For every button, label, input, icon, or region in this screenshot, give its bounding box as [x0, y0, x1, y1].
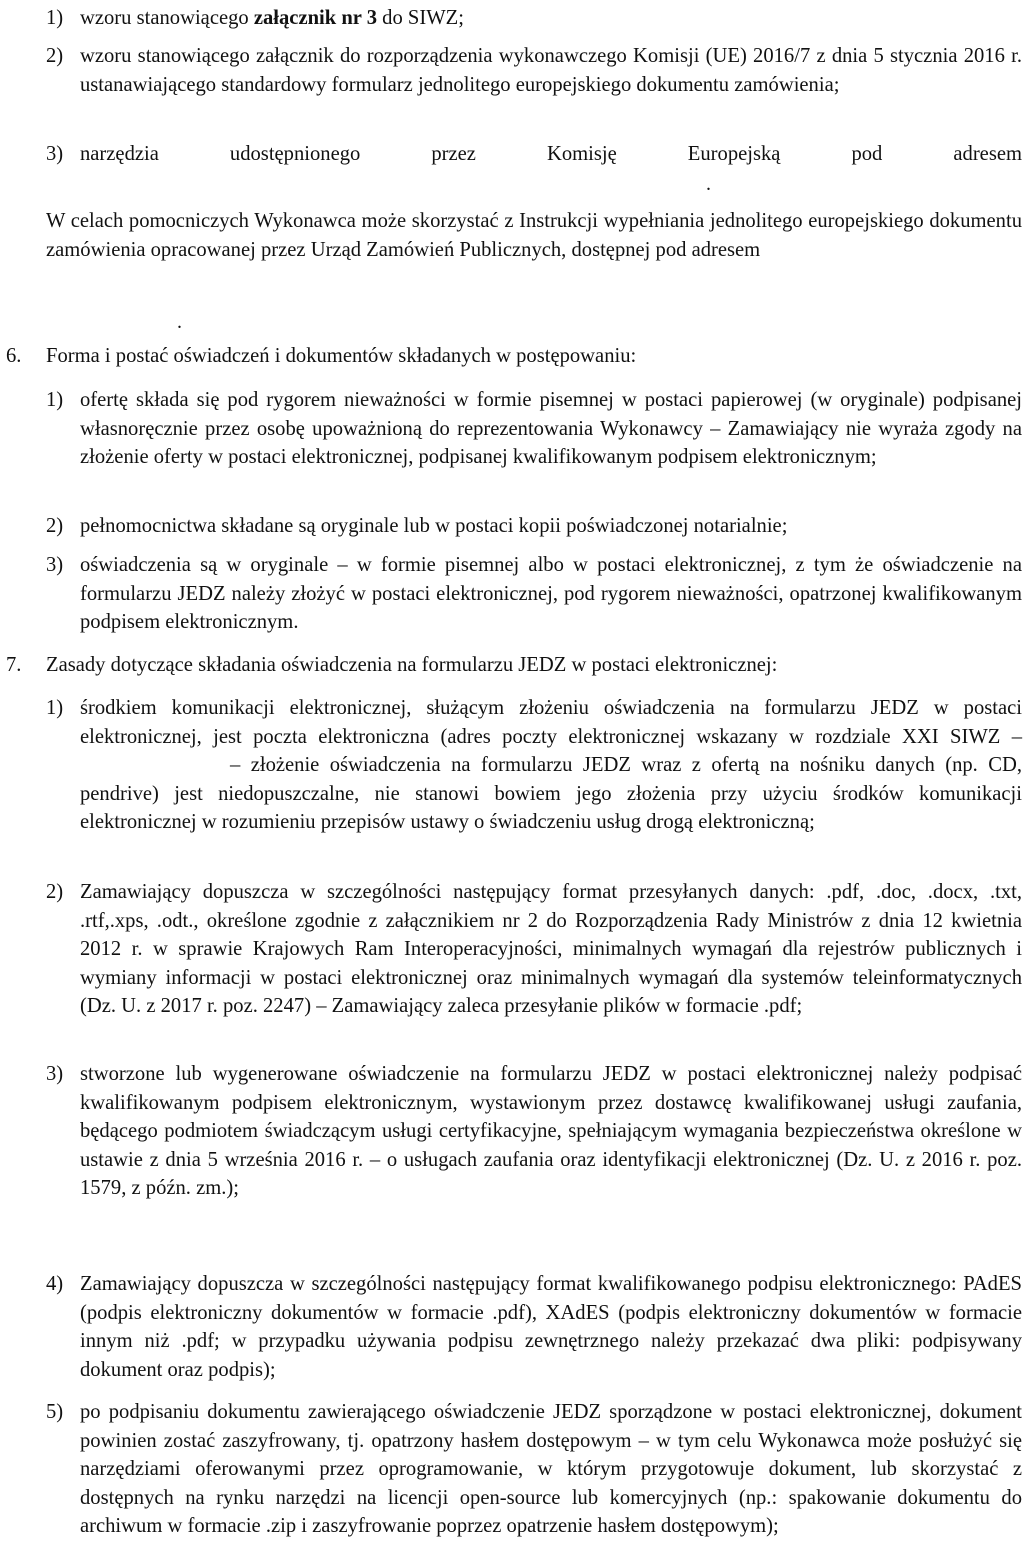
list-item	[0, 1270, 1024, 1384]
list-item	[0, 140, 1024, 169]
bold-reference: załącznik nr 3	[253, 7, 378, 29]
list-item	[0, 386, 1024, 472]
list-item-text: Zamawiający dopuszcza w szczególności następujący format przesyłanych danych: .pdf, .doc, .docx, .txt, .rtf,.xps, .odt., określone zgodnie z załącznikiem nr 2 do Rozporządzenia Rady Ministrów z dnia 12 kwietnia 2012 r. w sprawie Krajowych Ram Interoperacyjności, minimalnych wymagań dla rejestrów publicznych i wymiany informacji w postaci elektronicznej oraz minimalnych wymagań dla systemów teleinformatycznych (Dz. U. z 2017 r. poz. 2247) – Zamawiający zaleca przesyłanie plików w formacie .pdf;	[80, 881, 1022, 1017]
list-item-text: po podpisaniu dokumentu zawierającego oświadczenie JEDZ sporządzone w postaci elektronicznej, dokument powinien zostać zaszyfrowany, tj. opatrzony hasłem dostępowym – w tym celu Wykonawca może posłużyć się narzędziami oferowanymi przez oprogramowanie, w którym przygotowuje dokument, lub skorzystać z dostępnych na rynku narzędzi na licencji open-source lub komercyjnych (np.: spakowanie dokumentu do archiwum w formacie .zip i zaszyfrowanie poprzez opatrzenie hasłem dostępowym);	[80, 1401, 1022, 1537]
section7-item-3	[0, 1060, 1024, 1203]
list-item	[0, 551, 1024, 637]
section5-paragraph	[0, 207, 1024, 264]
list-item	[0, 512, 1024, 541]
list-item-text: wzoru stanowiącego załącznik nr 3 do SIWZ;	[80, 7, 464, 29]
section-heading: Zasady dotyczące składania oświadczenia na formularzu JEDZ w postaci elektronicznej:	[46, 654, 778, 676]
section5-list-item-3	[0, 140, 1024, 169]
redacted-address-dot: .	[177, 311, 182, 333]
list-item-number: 3)	[46, 143, 64, 165]
section7	[0, 651, 1024, 680]
section-number: 6.	[6, 345, 22, 367]
section7-item-5	[0, 1398, 1024, 1541]
list-item-number: 1)	[46, 697, 64, 719]
list-item-number: 2)	[46, 881, 64, 903]
list-item-text: oświadczenia są w oryginale – w formie pisemnej albo w postaci elektronicznej, z tym że oświadczenie na formularzu JEDZ należy złożyć w postaci elektronicznej, pod rygorem nieważności, opatrzonej kwalifikowanym podpisem elektronicznym.	[80, 554, 1022, 633]
section5-list-item-2	[0, 42, 1024, 99]
section6-item-2	[0, 512, 1024, 541]
list-item	[0, 694, 1024, 837]
list-item-number: 1)	[46, 389, 64, 411]
list-item-text: ofertę składa się pod rygorem nieważności w formie pisemnej w postaci papierowej (w oryginale) podpisanej własnoręcznie przez osobę upoważnioną do reprezentowania Wykonawcy – Zamawiający nie wyraża zgody na złożenie oferty w postaci elektronicznej, podpisanej kwalifikowanym podpisem elektronicznym;	[80, 389, 1022, 468]
section7-item-4	[0, 1270, 1024, 1384]
redacted-address-dot: .	[706, 173, 711, 195]
list-item-number: 5)	[46, 1401, 64, 1423]
paragraph-text: W celach pomocniczych Wykonawca może skorzystać z Instrukcji wypełniania jednolitego europejskiego dokumentu zamówienia opracowanej przez Urząd Zamówień Publicznych, dostępnej pod adresem	[46, 210, 1022, 261]
list-item	[0, 4, 1024, 33]
list-item	[0, 42, 1024, 99]
section6-item-3	[0, 551, 1024, 637]
section5-list	[0, 4, 1024, 33]
list-item-number: 3)	[46, 1063, 64, 1085]
list-item-number: 4)	[46, 1273, 64, 1295]
section-number: 7.	[6, 654, 22, 676]
list-item	[0, 1398, 1024, 1541]
list-item-number: 2)	[46, 45, 64, 67]
section7-item-2	[0, 878, 1024, 1021]
section6-item-1	[0, 386, 1024, 472]
section-heading: Forma i postać oświadczeń i dokumentów składanych w postępowaniu:	[46, 345, 637, 367]
list-item-text: narzędzia udostępnionego przez Komisję Europejską pod adresem	[80, 143, 1022, 165]
list-item-number: 1)	[46, 7, 64, 29]
list-item-number: 2)	[46, 515, 64, 537]
list-item-text: Zamawiający dopuszcza w szczególności następujący format kwalifikowanego podpisu elektronicznego: PAdES (podpis elektroniczny dokumentów w formacie .pdf), XAdES (podpis elektroniczny dokumentów w formacie innym niż .pdf; w przypadku używania podpisu zewnętrznego należy przekazać dwa pliki: podpisywany dokument oraz podpis);	[80, 1273, 1022, 1381]
list-item-number: 3)	[46, 554, 64, 576]
section7-item-1	[0, 694, 1024, 837]
list-item-text: środkiem komunikacji elektronicznej, służącym złożeniu oświadczenia na formularzu JEDZ w postaci elektronicznej, jest poczta elektroniczna (adres poczty elektronicznej wskazany w rozdziale XXI SIWZ –– złożenie oświadczenia na formularzu JEDZ wraz z ofertą na nośniku danych (np. CD, pendrive) jest niedopuszczalne, nie stanowi bowiem jego złożenia przy użyciu środków komunikacji elektronicznej w rozumieniu przepisów ustawy o świadczeniu usług drogą elektroniczną;	[80, 697, 1022, 833]
list-item	[0, 878, 1024, 1021]
list-item-text: stworzone lub wygenerowane oświadczenie na formularzu JEDZ w postaci elektronicznej należy podpisać kwalifikowanym podpisem elektronicznym, wystawionym przez dostawcę kwalifikowanej usługi zaufania, będącego podmiotem świadczącym usługi certyfikacyjne, spełniającym wymagania bezpieczeństwa określone w ustawie z dnia 5 września 2016 r. – o usługach zaufania oraz identyfikacji elektronicznej (Dz. U. z 2016 r. poz. 1579, z późn. zm.);	[80, 1063, 1022, 1199]
list-item-text: pełnomocnictwa składane są oryginale lub w postaci kopii poświadczonej notarialnie;	[80, 515, 788, 537]
list-item	[0, 1060, 1024, 1203]
section6	[0, 342, 1024, 371]
list-item-text: wzoru stanowiącego załącznik do rozporządzenia wykonawczego Komisji (UE) 2016/7 z dnia 5 stycznia 2016 r. ustanawiającego standardowy formularz jednolitego europejskiego dokumentu zamówienia;	[80, 45, 1022, 96]
